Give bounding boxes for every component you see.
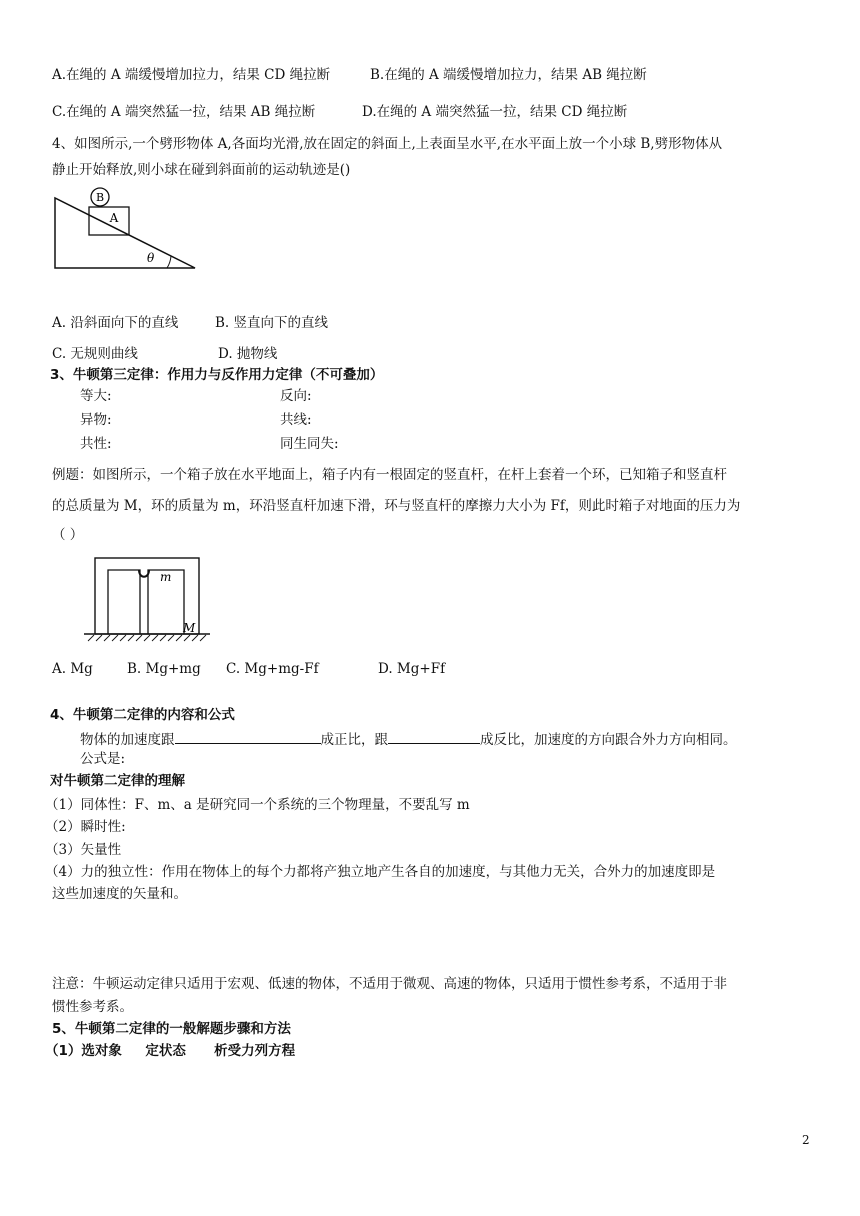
definition-part-2: 成正比，跟 xyxy=(320,732,388,748)
example-option-c: C. Mg+mg-Ff xyxy=(226,661,319,677)
q3-option-a: A.在绳的 A 端缓慢增加拉力，结果 CD 绳拉断 xyxy=(52,67,331,83)
q3-option-c: C.在绳的 A 端突然猛一拉，结果 AB 绳拉断 xyxy=(52,104,316,120)
sec3-item-6: 同生同失: xyxy=(280,436,339,452)
q4-option-d: D. 抛物线 xyxy=(218,346,278,362)
sec3-item-5: 共性: xyxy=(80,436,112,452)
block-label: A xyxy=(109,211,119,225)
sec5-steps: （1）选对象 定状态 析受力列方程 xyxy=(45,1043,296,1059)
understanding-3: （3）矢量性 xyxy=(45,842,122,858)
understanding-2: （2）瞬时性: xyxy=(45,819,126,835)
box-inner-left xyxy=(108,570,140,634)
sec3-item-2: 反向: xyxy=(280,388,312,404)
box-label: M xyxy=(183,621,196,635)
q4-option-b: B. 竖直向下的直线 xyxy=(215,315,329,331)
q4-option-a: A. 沿斜面向下的直线 xyxy=(52,315,179,331)
example-option-d: D. Mg+Ff xyxy=(378,661,446,677)
sec3-heading: 3、牛顿第三定律：作用力与反作用力定律（不可叠加） xyxy=(50,367,384,383)
q3-option-b: B.在绳的 A 端缓慢增加拉力，结果 AB 绳拉断 xyxy=(370,67,647,83)
understanding-4-line1: （4）力的独立性：作用在物体上的每个力都将产独立地产生各自的加速度，与其他力无关，合外力的加速度即是 xyxy=(45,864,716,880)
understanding-1: （1）同体性：F、m、a 是研究同一个系统的三个物理量，不要乱写 m xyxy=(45,797,470,813)
q4-stem-line1: 4、如图所示,一个劈形物体 A,各面均光滑,放在固定的斜面上,上表面呈水平,在水平面上放一个小球 B,劈形物体从 xyxy=(52,136,723,152)
sec5-heading: 5、牛顿第二定律的一般解题步骤和方法 xyxy=(52,1021,291,1037)
ring-label: m xyxy=(160,570,172,584)
understanding-title: 对牛顿第二定律的理解 xyxy=(50,773,185,789)
definition-part-1: 物体的加速度跟 xyxy=(80,732,175,748)
angle-label: θ xyxy=(147,251,155,265)
q4-option-c: C. 无规则曲线 xyxy=(52,346,138,362)
ground-hatch xyxy=(88,635,206,641)
understanding-4-line2: 这些加速度的矢量和。 xyxy=(52,886,187,902)
page-number: 2 xyxy=(802,1133,810,1147)
example-line1: 例题：如图所示，一个箱子放在水平地面上，箱子内有一根固定的竖直杆，在杆上套着一个环，已知箱子和竖直杆 xyxy=(52,467,727,483)
box-figure xyxy=(82,552,212,646)
note-line1: 注意：牛顿运动定律只适用于宏观、低速的物体，不适用于微观、高速的物体，只适用于惯性参考系，不适用于非 xyxy=(52,976,727,992)
note-line2: 惯性参考系。 xyxy=(52,999,133,1015)
sec3-item-1: 等大: xyxy=(80,388,112,404)
example-option-b: B. Mg+mg xyxy=(127,661,201,677)
sec4-definition xyxy=(80,729,737,749)
sec3-item-4: 共线: xyxy=(280,412,312,428)
incline xyxy=(55,198,195,268)
definition-part-3: 成反比，加速度的方向跟合外力方向相同。 xyxy=(480,732,737,748)
q3-option-d: D.在绳的 A 端突然猛一拉，结果 CD 绳拉断 xyxy=(362,104,628,120)
sec4-heading: 4、牛顿第二定律的内容和公式 xyxy=(50,707,235,723)
wedge-figure xyxy=(50,184,200,274)
sec3-item-3: 异物: xyxy=(80,412,112,428)
example-option-a: A. Mg xyxy=(52,661,93,677)
blank-2[interactable] xyxy=(388,729,480,744)
example-line3: （ ） xyxy=(52,527,84,543)
ball-label: B xyxy=(95,191,105,204)
blank-1[interactable] xyxy=(175,729,321,744)
q4-stem-line2: 静止开始释放,则小球在碰到斜面前的运动轨迹是() xyxy=(52,162,351,178)
sec4-formula: 公式是: xyxy=(80,751,126,767)
example-line2: 的总质量为 M，环的质量为 m，环沿竖直杆加速下滑，环与竖直杆的摩擦力大小为 Ff，则此时箱子对地面的压力为 xyxy=(52,498,741,514)
angle-arc xyxy=(167,256,171,268)
